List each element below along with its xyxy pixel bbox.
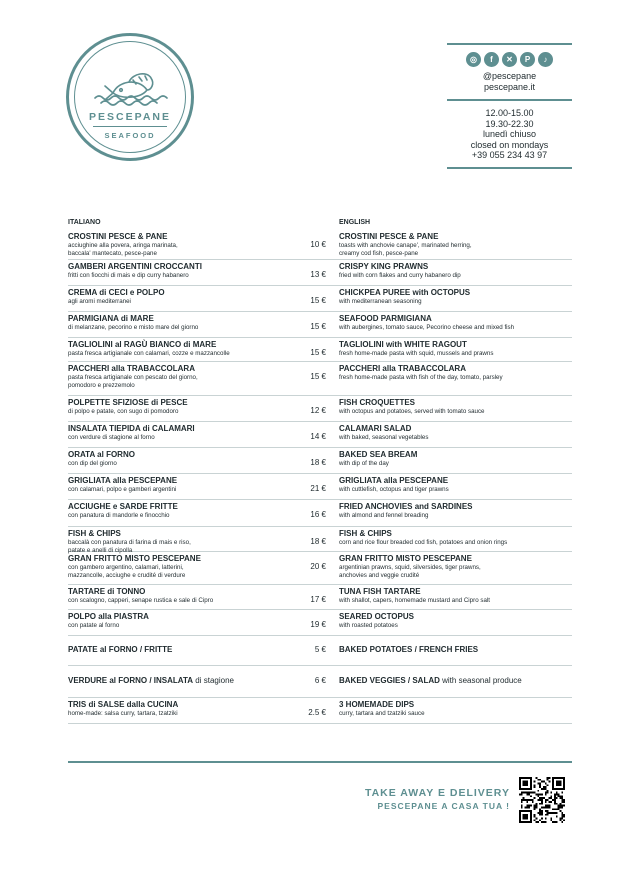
italian-entry: [68, 476, 306, 494]
dish-price: 12 €: [310, 406, 326, 415]
dish-name: GRIGLIATA alla PESCEPANE: [339, 476, 449, 485]
menu-item: [68, 585, 572, 610]
italian-entry: [68, 364, 306, 389]
dish-description: with shallot, capers, homemade mustard and Cipro salt: [339, 597, 490, 604]
x-icon[interactable]: ✕: [502, 52, 517, 67]
dish-name: TAGLIOLINI al RAGÙ BIANCO di MARE: [68, 340, 217, 349]
italian-entry: [68, 232, 306, 257]
dish-description: with roasted potatoes: [339, 622, 398, 629]
dish-name: ORATA al FORNO: [68, 450, 135, 459]
dish-price: 13 €: [310, 270, 326, 279]
contact-bottom-rule: [447, 167, 572, 169]
dish-price: 15 €: [310, 296, 326, 305]
dish-description: con calamari, polpo e gamberi argentini: [68, 486, 177, 493]
dish-name: CALAMARI SALAD: [339, 424, 412, 433]
dish-description: pasta fresca artigianale con pescato del giorno,: [68, 374, 198, 381]
dish-price: 17 €: [310, 595, 326, 604]
takeaway-title: TAKE AWAY E DELIVERY: [364, 787, 510, 799]
contact-mid-rule: [447, 99, 572, 101]
hours-line: 19.30-22.30: [485, 118, 534, 129]
dish-name: TAGLIOLINI with WHITE RAGOUT: [339, 340, 467, 349]
english-entry: [339, 314, 572, 332]
dish-description: argentinian prawns, squid, silversides, tiger prawns,: [339, 564, 481, 571]
dish-name: CROSTINI PESCE & PANE: [339, 232, 439, 241]
dish-price: 15 €: [310, 372, 326, 381]
menu-item: [68, 338, 572, 362]
dish-price: 18 €: [310, 458, 326, 467]
phone-number[interactable]: +39 055 234 43 97: [471, 150, 548, 161]
menu-item: [68, 552, 572, 585]
dish-name: SEARED OCTOPUS: [339, 612, 414, 621]
menu-list: [68, 230, 572, 724]
italian-entry: [68, 645, 306, 655]
dish-name: GRAN FRITTO MISTO PESCEPANE: [68, 554, 201, 563]
italian-entry: [68, 340, 306, 358]
brand-subtitle: SEAFOOD: [104, 131, 156, 140]
menu-item: [68, 362, 572, 396]
english-entry: [339, 262, 572, 280]
dish-price: 19 €: [310, 620, 326, 629]
menu-item: [68, 610, 572, 636]
dish-description: fritti con fiocchi di mais e dip curry habanero: [68, 272, 189, 279]
social-handle[interactable]: @pescepane: [482, 71, 537, 81]
dish-description: con scalogno, capperi, senape rustica e sale di Cipro: [68, 597, 214, 604]
dish-price: 14 €: [310, 432, 326, 441]
italian-entry: [68, 262, 306, 280]
dish-description: pasta fresca artigianale con calamari, cozze e mazzancolle: [68, 350, 230, 357]
english-entry: [339, 529, 572, 547]
dish-name: INSALATA TIEPIDA di CALAMARI: [68, 424, 195, 433]
dish-description: with mediterranean seasoning: [339, 298, 422, 305]
instagram-icon[interactable]: ◎: [466, 52, 481, 67]
tiktok-icon[interactable]: ♪: [538, 52, 553, 67]
dish-description: curry, tartara and tzatziki sauce: [339, 710, 425, 717]
dish-description: home-made: salsa curry, tartara, tzatziki: [68, 710, 178, 717]
dish-name-suffix: di stagione: [193, 676, 234, 685]
italian-entry: [68, 398, 306, 416]
dish-name: ACCIUGHE e SARDE FRITTE: [68, 502, 178, 511]
dish-description: toasts with anchovie canape', marinated herring,: [339, 242, 472, 249]
english-entry: [339, 587, 572, 605]
dish-description: fresh home-made pasta with squid, mussels and prawns: [339, 350, 494, 357]
english-entry: [339, 450, 572, 468]
dish-name: GRAN FRITTO MISTO PESCEPANE: [339, 554, 472, 563]
dish-price: 21 €: [310, 484, 326, 493]
dish-name: TARTARE di TONNO: [68, 587, 146, 596]
opening-hours: [447, 108, 572, 161]
hours-line: lunedì chiuso: [482, 129, 537, 140]
dish-name: BAKED VEGGIES / SALAD with seasonal produce: [339, 676, 522, 685]
italian-entry: [68, 450, 306, 468]
italian-entry: [68, 587, 306, 605]
pinterest-icon[interactable]: P: [520, 52, 535, 67]
dish-price: 15 €: [310, 322, 326, 331]
footer-rule: [68, 761, 572, 763]
dish-name: CHICKPEA PUREE with OCTOPUS: [339, 288, 471, 297]
menu-item: [68, 260, 572, 286]
dish-name: FISH & CHIPS: [339, 529, 392, 538]
dish-name: POLPETTE SFIZIOSE di PESCE: [68, 398, 188, 407]
menu-item: [68, 396, 572, 422]
dish-name: GAMBERI ARGENTINI CROCCANTI: [68, 262, 202, 271]
dish-price: 5 €: [314, 645, 326, 654]
dish-price: 16 €: [310, 510, 326, 519]
dish-description: with baked, seasonal vegetables: [339, 434, 429, 441]
english-entry: [339, 645, 572, 655]
dish-name: PACCHERI alla TRABACCOLARA: [339, 364, 466, 373]
fish-bread-icon: [89, 68, 171, 108]
column-header-english: ENGLISH: [339, 219, 371, 226]
contact-top-rule: [447, 43, 572, 45]
english-entry: [339, 700, 572, 718]
english-entry: [339, 476, 572, 494]
facebook-icon[interactable]: f: [484, 52, 499, 67]
dish-name: PARMIGIANA di MARE: [68, 314, 154, 323]
dish-name: PACCHERI alla TRABACCOLARA: [68, 364, 195, 373]
italian-entry: [68, 676, 306, 686]
menu-item: [68, 698, 572, 724]
dish-name: POLPO alla PIASTRA: [68, 612, 149, 621]
dish-description: con panatura di mandorle e finocchio: [68, 512, 170, 519]
english-entry: [339, 364, 572, 382]
dish-description: con gambero argentino, calamari, latterini,: [68, 564, 184, 571]
dish-description: with cuttlefish, octopus and tiger prawns: [339, 486, 449, 493]
website-link[interactable]: pescepane.it: [483, 82, 536, 92]
dish-name: 3 HOMEMADE DIPS: [339, 700, 415, 709]
hours-line: 12.00-15.00: [485, 108, 534, 118]
dish-description: with octopus and potatoes, served with tomato sauce: [339, 408, 485, 415]
dish-description: baccala' mantecato, pesce-pane: [68, 249, 157, 257]
menu-item: [68, 286, 572, 312]
dish-name: SEAFOOD PARMIGIANA: [339, 314, 432, 323]
dish-name: FISH CROQUETTES: [339, 398, 416, 407]
qr-code-icon[interactable]: [519, 777, 565, 823]
dish-description: pomodoro e prezzemolo: [68, 381, 135, 389]
dish-name: TUNA FISH TARTARE: [339, 587, 421, 596]
english-entry: [339, 554, 572, 579]
brand-logo: [66, 33, 194, 161]
dish-name-suffix: with seasonal produce: [439, 676, 522, 685]
dish-description: baccalà con panatura di farina di mais e riso,: [68, 539, 191, 546]
dish-description: di polpo e patate, con sugo di pomodoro: [68, 408, 179, 415]
menu-item: [68, 636, 572, 666]
dish-description: creamy cod fish, pesce-pane: [339, 249, 419, 257]
dish-price: 2.5 €: [308, 708, 326, 717]
english-entry: [339, 676, 572, 686]
english-entry: [339, 232, 572, 257]
english-entry: [339, 340, 572, 358]
dish-description: mazzancolle, acciughe e crudité di verdure: [68, 571, 186, 579]
dish-name: FRIED ANCHOVIES and SARDINES: [339, 502, 473, 511]
dish-description: con verdure di stagione al forno: [68, 434, 155, 441]
dish-description: con dip del giorno: [68, 460, 117, 467]
english-entry: [339, 612, 572, 630]
social-icons: [447, 52, 572, 67]
english-entry: [339, 398, 572, 416]
dish-description: corn and rice flour breaded cod fish, potatoes and onion rings: [339, 539, 508, 546]
menu-item: [68, 312, 572, 338]
menu-item: [68, 230, 572, 260]
brand-name: PESCEPANE: [89, 111, 171, 123]
dish-name: CRISPY KING PRAWNS: [339, 262, 429, 271]
dish-name: PATATE al FORNO / FRITTE: [68, 645, 173, 654]
contact-panel: [447, 43, 572, 169]
italian-entry: [68, 424, 306, 442]
dish-name: TRIS di SALSE dalla CUCINA: [68, 700, 179, 709]
dish-price: 10 €: [310, 240, 326, 249]
dish-description: con patate al forno: [68, 622, 120, 629]
dish-price: 20 €: [310, 562, 326, 571]
dish-name: FISH & CHIPS: [68, 529, 121, 538]
dish-description: agli aromi mediterranei: [68, 298, 131, 305]
dish-price: 15 €: [310, 348, 326, 357]
dish-description: fried with corn flakes and curry habanero dip: [339, 272, 461, 279]
dish-name: GRIGLIATA alla PESCEPANE: [68, 476, 178, 485]
menu-item: [68, 422, 572, 448]
menu-item: [68, 448, 572, 474]
menu-item: [68, 666, 572, 698]
dish-description: di melanzane, pecorino e misto mare del giorno: [68, 324, 199, 331]
italian-entry: [68, 612, 306, 630]
menu-item: [68, 527, 572, 552]
column-header-italian: ITALIANO: [68, 219, 101, 226]
italian-entry: [68, 700, 306, 718]
dish-description: with aubergines, tomato sauce, Pecorino cheese and mixed fish: [339, 324, 515, 331]
english-entry: [339, 288, 572, 306]
dish-description: fresh home-made pasta with fish of the day, tomato, parsley: [339, 374, 503, 381]
dish-name: VERDURE al FORNO / INSALATA di stagione: [68, 676, 234, 685]
italian-entry: [68, 502, 306, 520]
italian-entry: [68, 288, 306, 306]
dish-description: acciughine alla povera, aringa marinata,: [68, 242, 178, 249]
dish-price: 18 €: [310, 537, 326, 546]
italian-entry: [68, 529, 306, 554]
hours-line: closed on mondays: [470, 139, 549, 150]
logo-divider: [93, 126, 167, 127]
dish-price: 6 €: [314, 676, 326, 685]
english-entry: [339, 424, 572, 442]
dish-name: BAKED POTATOES / FRENCH FRIES: [339, 645, 479, 654]
takeaway-subtitle: PESCEPANE A CASA TUA !: [377, 801, 510, 811]
dish-name: CREMA di CECI e POLPO: [68, 288, 165, 297]
menu-item: [68, 474, 572, 500]
dish-name: CROSTINI PESCE & PANE: [68, 232, 168, 241]
dish-description: anchovies and veggie crudité: [339, 571, 420, 579]
takeaway-banner: [365, 787, 510, 812]
dish-description: patate e anelli di cipolla: [68, 546, 133, 554]
english-entry: [339, 502, 572, 520]
dish-description: with dip of the day: [339, 460, 389, 467]
italian-entry: [68, 314, 306, 332]
menu-item: [68, 500, 572, 527]
dish-description: with almond and fennel breading: [339, 512, 429, 519]
dish-name: BAKED SEA BREAM: [339, 450, 418, 459]
italian-entry: [68, 554, 306, 579]
